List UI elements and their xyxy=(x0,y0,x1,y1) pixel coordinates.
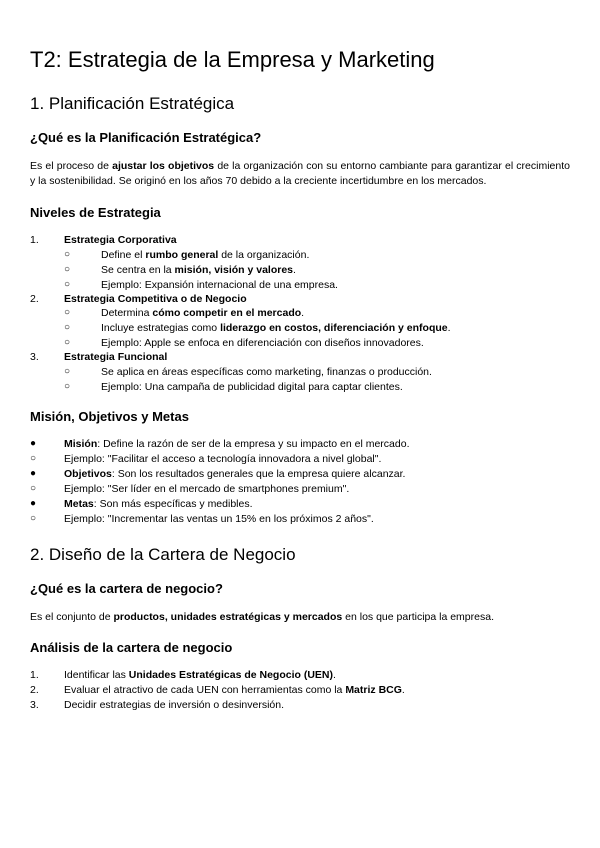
sub-bullet-icon: ○ xyxy=(64,264,71,275)
mision-heading: Misión, Objetivos y Metas xyxy=(30,409,189,424)
list-item: Misión: Define la razón de ser de la empresa y su impacto en el mercado. xyxy=(64,438,410,450)
analisis-heading: Análisis de la cartera de negocio xyxy=(30,640,233,655)
list-item: Incluye estrategias como liderazgo en costos, diferenciación y enfoque. xyxy=(101,322,451,334)
list-number: 3. xyxy=(30,351,39,363)
nivel-title: Estrategia Corporativa xyxy=(64,234,177,246)
nivel-title: Estrategia Funcional xyxy=(64,351,168,363)
sub-bullet-icon: ○ xyxy=(30,453,37,464)
bullet-icon: ● xyxy=(30,498,37,509)
section-2-question-heading: ¿Qué es la cartera de negocio? xyxy=(30,581,223,596)
niveles-heading: Niveles de Estrategia xyxy=(30,205,161,220)
list-item: Ejemplo: Una campaña de publicidad digital para captar clientes. xyxy=(101,381,403,393)
list-item: Decidir estrategias de inversión o desinversión. xyxy=(64,699,285,711)
sub-bullet-icon: ○ xyxy=(30,483,37,494)
list-item: Se centra en la misión, visión y valores. xyxy=(101,264,296,276)
list-number: 2. xyxy=(30,684,39,696)
list-number: 3. xyxy=(30,699,39,711)
list-item: Ejemplo: Expansión internacional de una empresa. xyxy=(101,279,338,291)
list-item: Ejemplo: "Incrementar las ventas un 15% en los próximos 2 años". xyxy=(64,513,374,525)
sub-bullet-icon: ○ xyxy=(64,279,71,290)
list-item: Objetivos: Son los resultados generales que la empresa quiere alcanzar. xyxy=(64,468,406,480)
bullet-icon: ● xyxy=(30,468,37,479)
list-item: Evaluar el atractivo de cada UEN con herramientas como la Matriz BCG. xyxy=(64,684,405,696)
bullet-icon: ● xyxy=(30,438,37,449)
list-item: Se aplica en áreas específicas como marketing, finanzas o producción. xyxy=(101,366,432,378)
sub-bullet-icon: ○ xyxy=(64,381,71,392)
sub-bullet-icon: ○ xyxy=(64,366,71,377)
list-item: Define el rumbo general de la organización. xyxy=(101,249,310,261)
list-item: Ejemplo: Apple se enfoca en diferenciación con diseños innovadores. xyxy=(101,337,424,349)
list-number: 1. xyxy=(30,234,39,246)
nivel-title: Estrategia Competitiva o de Negocio xyxy=(64,293,247,305)
sub-bullet-icon: ○ xyxy=(64,249,71,260)
list-item: Metas: Son más específicas y medibles. xyxy=(64,498,253,510)
sub-bullet-icon: ○ xyxy=(64,337,71,348)
sub-bullet-icon: ○ xyxy=(64,322,71,333)
list-number: 1. xyxy=(30,669,39,681)
list-item: Determina cómo competir en el mercado. xyxy=(101,307,305,319)
list-item: Identificar las Unidades Estratégicas de Negocio (UEN). xyxy=(64,669,336,681)
sub-bullet-icon: ○ xyxy=(64,307,71,318)
list-number: 2. xyxy=(30,293,39,305)
section-2-heading: 2. Diseño de la Cartera de Negocio xyxy=(30,545,296,564)
section-1-question-heading: ¿Qué es la Planificación Estratégica? xyxy=(30,130,262,145)
section-1-intro-paragraph: Es el proceso de ajustar los objetivos de la organización con su entorno cambiante para garantizar el crecimiento y la sostenibilidad. Se originó en los años 70 debido a la creciente incertidumbre en los mercados. xyxy=(30,160,570,187)
list-item: Ejemplo: "Ser líder en el mercado de smartphones premium". xyxy=(64,483,350,495)
section-2-intro-paragraph: Es el conjunto de productos, unidades estratégicas y mercados en los que participa la empresa. xyxy=(30,611,494,623)
sub-bullet-icon: ○ xyxy=(30,513,37,524)
section-1-heading: 1. Planificación Estratégica xyxy=(30,94,235,113)
document-title: T2: Estrategia de la Empresa y Marketing xyxy=(30,47,435,72)
list-item: Ejemplo: "Facilitar el acceso a tecnología innovadora a nivel global". xyxy=(64,453,382,465)
